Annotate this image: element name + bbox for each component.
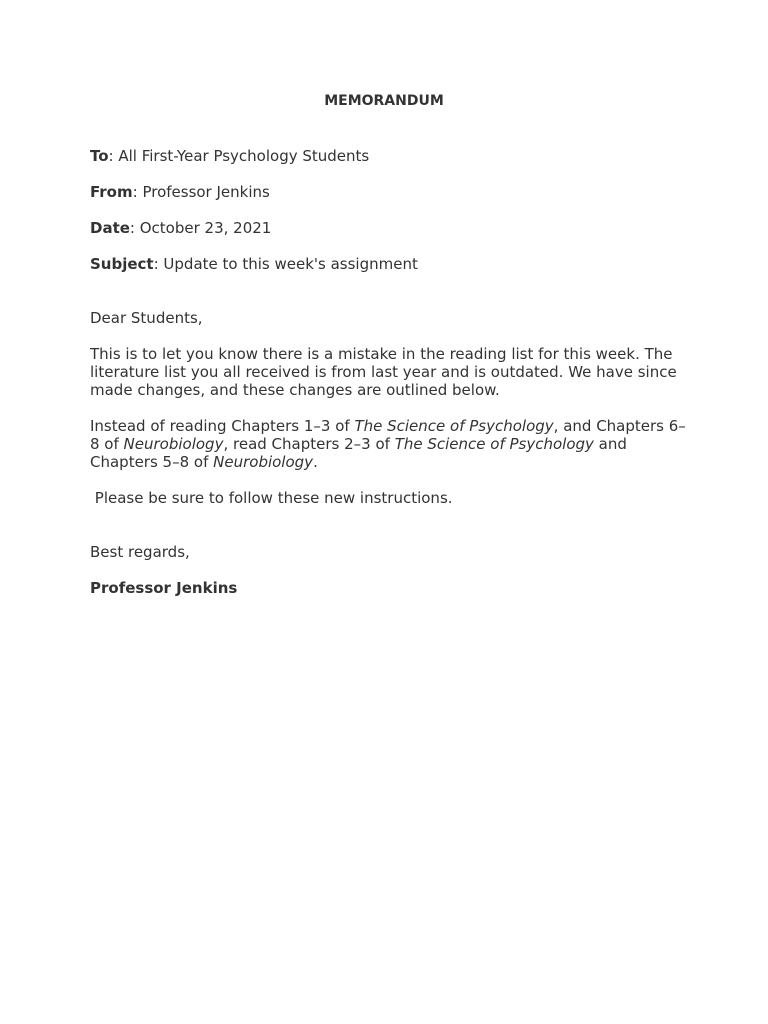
- salutation: Dear Students,: [90, 309, 203, 327]
- signature: Professor Jenkins: [90, 579, 238, 597]
- memo-header: [90, 147, 690, 273]
- subject-value: : Update to this week's assignment: [153, 255, 418, 273]
- para2-text: Instead of reading Chapters 1–3 of: [90, 417, 355, 435]
- body-paragraph-3: [90, 489, 686, 507]
- from-value: : Professor Jenkins: [132, 183, 270, 201]
- book-title: Neurobiology: [213, 453, 314, 471]
- to-line: [90, 147, 690, 165]
- body-paragraph-1: This is to let you know there is a mistake in the reading list for this week. The literature list you all received is from last year and is outdated. We have since made changes, and these changes are outlined below.: [90, 345, 677, 399]
- subject-line: [90, 255, 690, 273]
- book-title: Neurobiology: [123, 435, 224, 453]
- date-line: [90, 219, 690, 237]
- from-label: From: [90, 183, 133, 201]
- date-label: Date: [90, 219, 130, 237]
- para2-text: .: [313, 453, 318, 471]
- from-line: [90, 183, 690, 201]
- to-label: To: [90, 147, 109, 165]
- memo-document: [90, 92, 690, 597]
- closing: Best regards,: [90, 543, 190, 561]
- date-value: : October 23, 2021: [129, 219, 272, 237]
- para2-text: , read Chapters 2–3 of: [223, 435, 395, 453]
- para2-text: and Chapters 5–8 of: [90, 435, 627, 471]
- book-title: The Science of Psychology: [354, 417, 554, 435]
- book-title: The Science of Psychology: [394, 435, 594, 453]
- body-paragraph-2: [90, 417, 686, 471]
- memo-title: MEMORANDUM: [324, 93, 444, 109]
- para2-text: , and Chapters 6–8 of: [90, 417, 686, 453]
- to-value: : All First-Year Psychology Students: [108, 147, 370, 165]
- para3-text: Please be sure to follow these new instructions.: [90, 489, 453, 507]
- subject-label: Subject: [90, 255, 154, 273]
